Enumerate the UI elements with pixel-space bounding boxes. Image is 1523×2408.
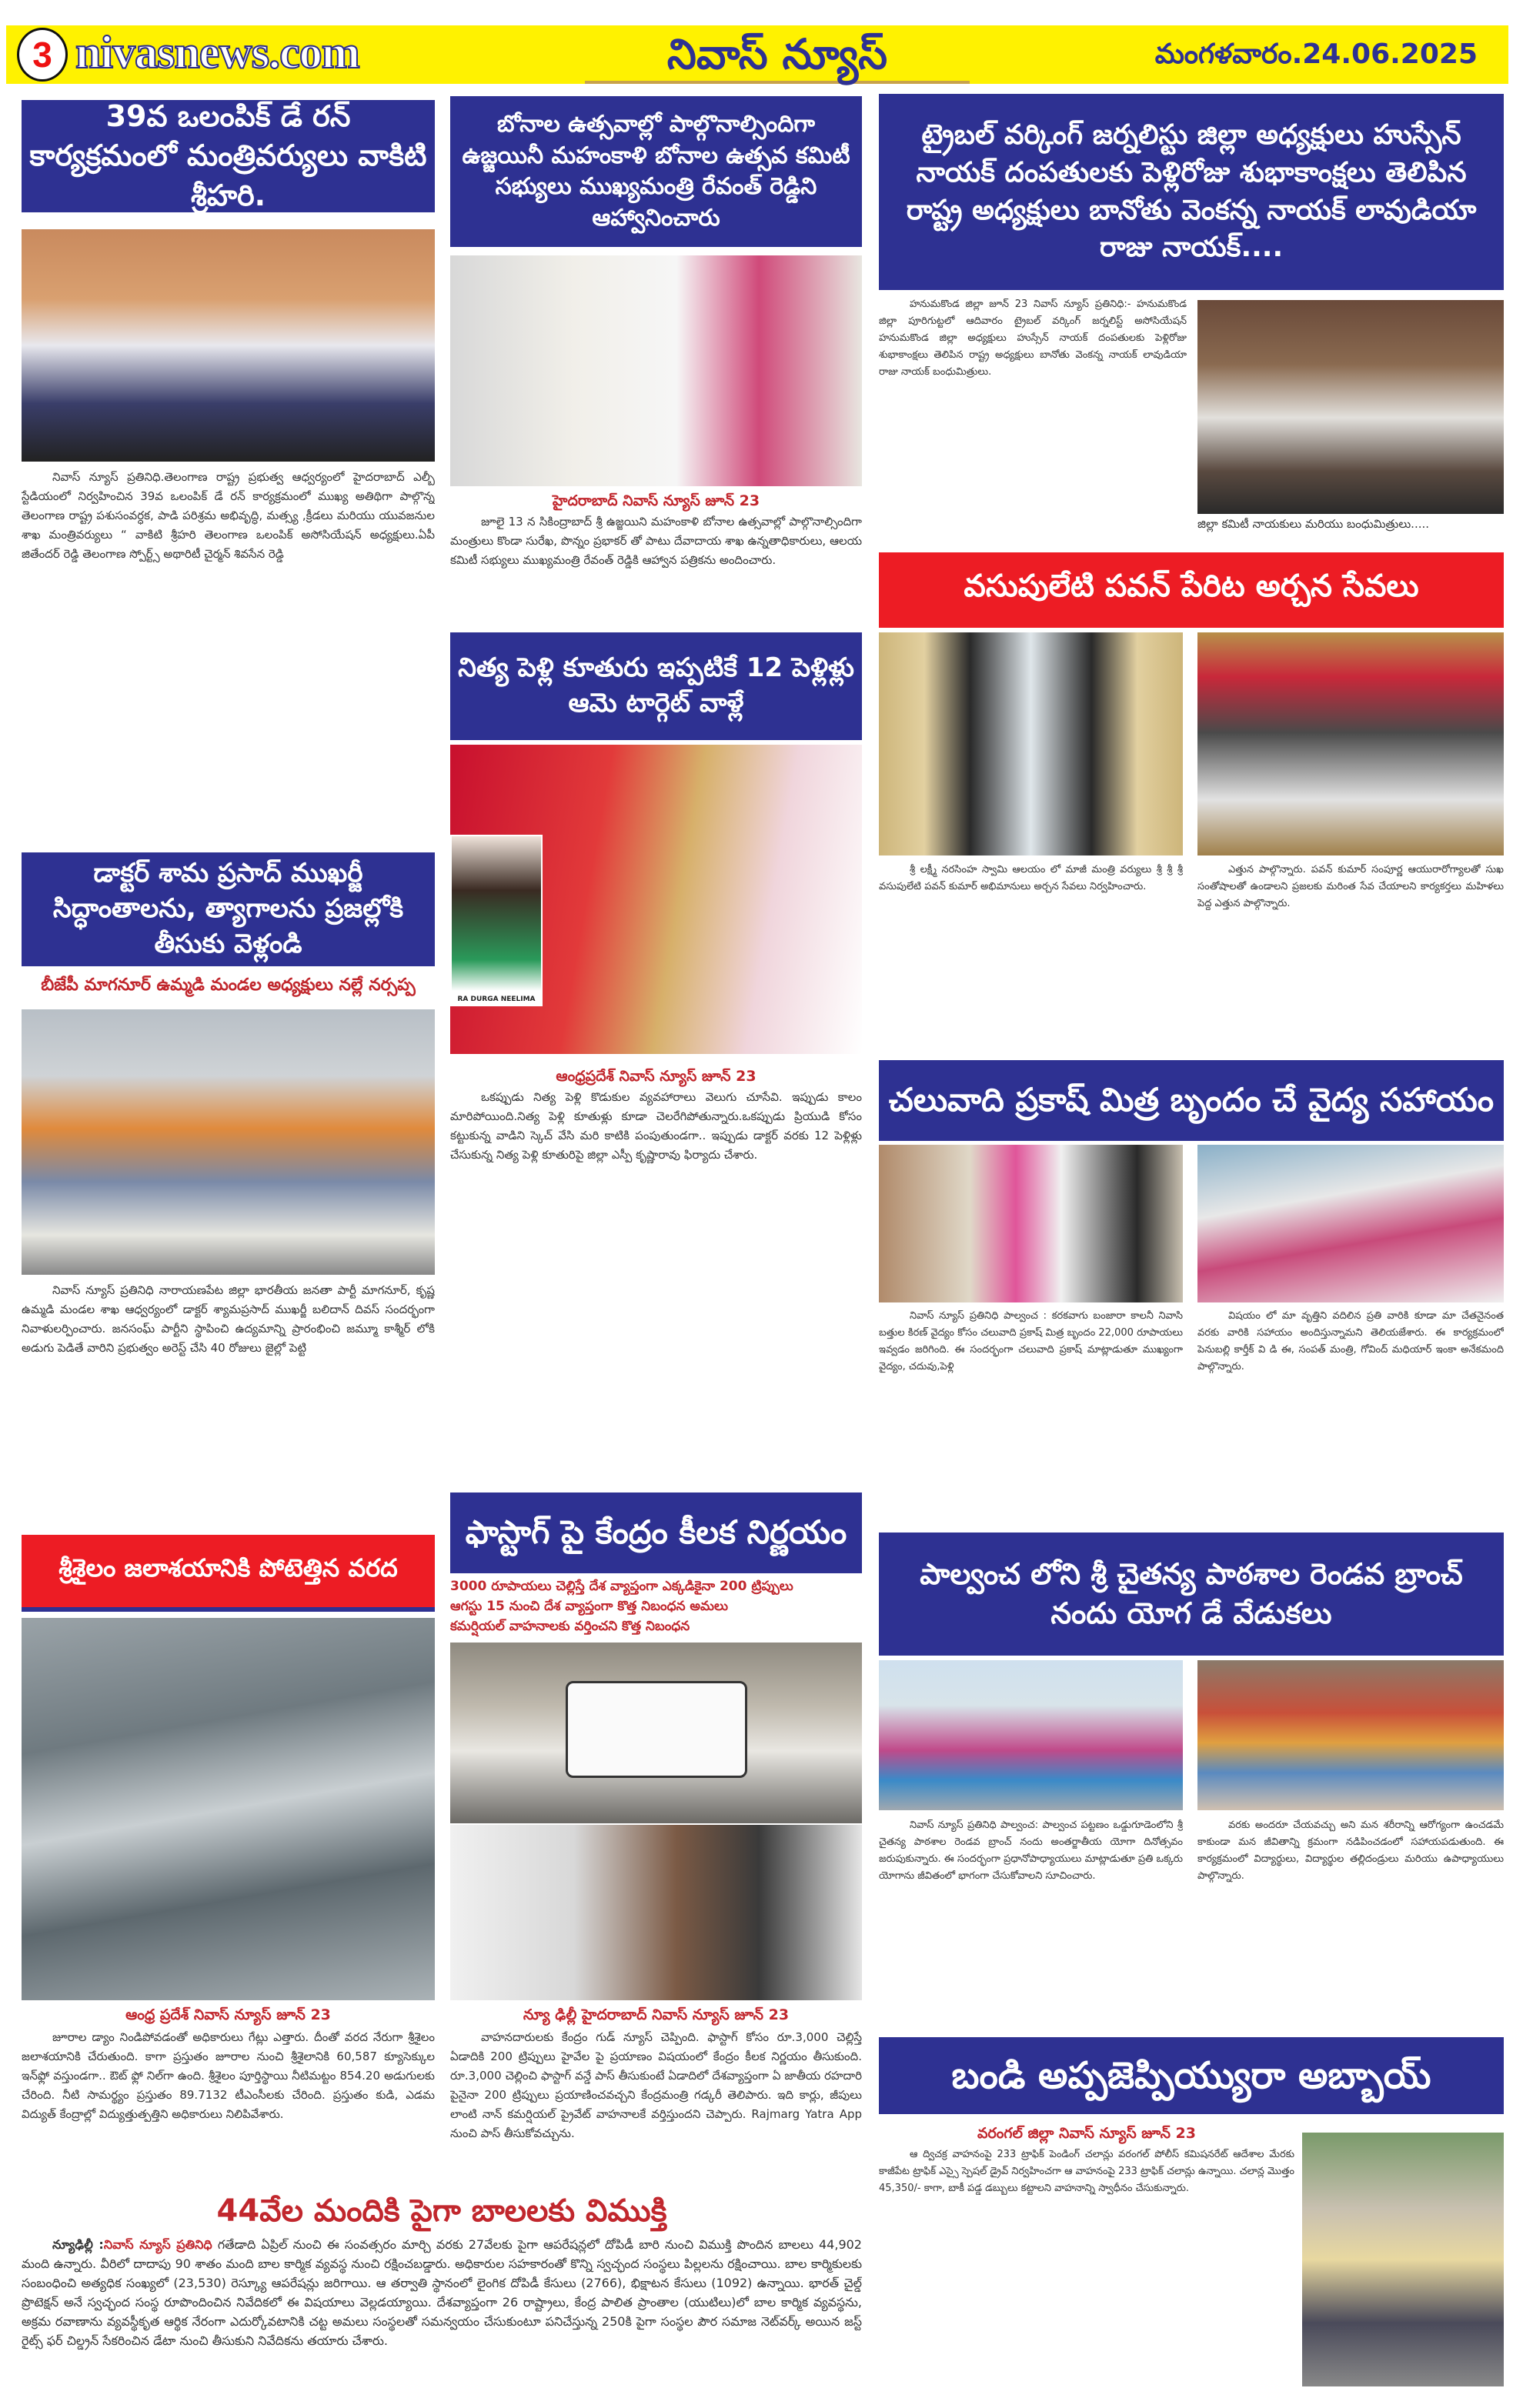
subhead-fastag-1: 3000 రూపాయలు చెల్లిస్తే దేశ వ్యాప్తంగా ఎక్కడికైనా 200 ట్రిప్పులు [450, 1579, 793, 1594]
photo-inset-portrait [450, 835, 543, 992]
photo-patient [1197, 1145, 1504, 1302]
photo-cm-invitation [450, 255, 862, 486]
subhead-fastag-2: ఆగస్టు 15 నుంచి దేశ వ్యాప్తంగా కొత్త నిబంధన అమలు [450, 1599, 728, 1614]
body-chaluvadi-right: విషయం లో మా వృత్తిని వదిలిన ప్రతి వారికి కూడా మా చేతనైనంత వరకు వారికి సహాయం అందిస్తున్నామని తెలియజేశారు. ఈ కార్యక్రమంలో పెనుబల్లి కార్తీక్ వి డి ఈ, సంపత్ మంత్రి, గోవింద్ మధియార్ ఇంకా అనేకమంది పాల్గొన్నారు. [1197, 1310, 1504, 1372]
photo-anniversary [1197, 300, 1504, 514]
headline-tribal: ట్రైబల్ వర్కింగ్ జర్నలిస్టు జిల్లా అధ్యక్షులు హుస్సేన్ నాయక్ దంపతులకు పెళ్లిరోజు శుభాకాంక్షలు తెలిపిన రాష్ట్ర అధ్యక్షులు బానోతు వెంకన్న నాయక్ లావుడియా రాజు నాయక్.... [879, 94, 1504, 290]
caption-tribal: జిల్లా కమిటీ నాయకులు మరియు బంధుమిత్రులు..... [1197, 517, 1430, 531]
body-bonalu: జూలై 13 న సికింద్రాబాద్ శ్రీ ఉజ్జయిని మహంకాళి బోనాల ఉత్సవాల్లో పాల్గొనాల్సిందిగా మంత్రులు కొండా సురేఖ, పొన్నం ప్రభాకర్ తో పాటు దేవాదాయ శాఖ ఉన్నతాధికారులు, ఆలయ కమిటీ సభ్యులు ముఖ్యమంత్రి రేవంత్ రెడ్డికి ఆహ్వాన పత్రికను అందించారు. [450, 515, 862, 567]
headline-fastag: ఫాస్టాగ్ పై కేంద్రం కీలక నిర్ణయం [450, 1492, 862, 1573]
headline-archana: వసుపులేటి పవన్ పేరిట అర్చన సేవలు [879, 552, 1504, 628]
headline-olympic: 39వ ఒలంపిక్ డే రన్ కార్యక్రమంలో మంత్రివర్యులు వాకిటి శ్రీహరి. [22, 100, 435, 212]
body-olympic: నివాస్ న్యూస్ ప్రతినిధి.తెలంగాణ రాష్ట్ర ప్రభుత్వ ఆధ్వర్యంలో హైదరాబాద్ ఎల్బీ స్టేడియంలో నిర్వహించిన 39వ ఒలంపిక్ డే రన్ కార్యక్రమంలో ముఖ్య అతిథిగా పాల్గొన్న తెలంగాణ రాష్ట్ర పశుసంవర్ధక, పాడి పరిశ్రమ అభివృద్ధి, మత్స్య ,క్రీడలు మరియు యువజనుల శాఖ మంత్రివర్యులు “ వాకిటి శ్రీహరి తెలంగాణ ఒలంపిక్ అసోసియేషన్ అధ్యక్షులు.ఏపీ జితేందర్ రెడ్డి తెలంగాణ స్పోర్ట్స్ అథారిటీ చైర్మన్ శివసేన రెడ్డి [22, 470, 435, 561]
body-srisailam: జూరాల డ్యాం నిండిపోవడంతో అధికారులు గేట్లు ఎత్తారు. దీంతో వరద నేరుగా శ్రీశైలం జలాశయానికి చేరుతుంది. కాగా ప్రస్తుతం జూరాల నుంచి శ్రీశైలానికి 60,587 క్యూసెక్కుల ఇన్‌ఫ్లో వస్తుండగా.. ఔట్ ఫ్లో నిల్‌గా ఉంది. శ్రీశైలం పూర్తిస్థాయి నీటిమట్టం 854.20 అడుగులకు చేరింది. నీటి సామర్థ్యం ప్రస్తుతం 89.7132 టీఎంసీలకు చేరింది. ప్రస్తుతం కుడి, ఎడమ విద్యుత్ కేంద్రాల్లో విద్యుత్తుత్పత్తిని అధికారులు నిలిపివేశారు. [22, 2030, 435, 2121]
dateline-fastag: న్యూ ఢిల్లీ హైదరాబాద్ నివాస్ న్యూస్ జూన్ 23 [523, 2006, 790, 2023]
body-yoga-left: నివాస్ న్యూస్ ప్రతినిధి పాల్వంచ: పాల్వంచ పట్టణం ఒడ్డుగూడెంలోని శ్రీ చైతన్య పాఠశాల రెండవ బ్రాంచ్ నందు అంతర్జాతీయ యోగా దినోత్సవం జరుపుకున్నారు. ఈ సందర్భంగా ప్రధానోపాధ్యాయులు మాట్లాడుతూ ప్రతి ఒక్కరు యోగాను జీవితంలో భాగంగా చేసుకోవాలని సూచించారు. [879, 1819, 1183, 1882]
body-chaluvadi-left: నివాస్ న్యూస్ ప్రతినిధి పాల్వంచ : కరకవాగు బంజారా కాలనీ నివాసి బత్తుల కిరణ్ వైద్యం కోసం చలువాది ప్రకాష్ మిత్ర బృందం 22,000 రూపాయలు ఇవ్వడం జరిగింది. ఈ సందర్భంగా చలువాది ప్రకాష్ మాట్లాడుతూ ముఖ్యంగా వైద్యం, చదువు,పెళ్లి [879, 1310, 1183, 1372]
subhead-fastag-3: కమర్షియల్ వాహనాలకు వర్తించని కొత్త నిబంధన [450, 1619, 690, 1634]
body-bandi: ఆ ద్విచక్ర వాహనంపై 233 ట్రాఫిక్ పెండింగ్ చలాన్లు వరంగల్ పోలీస్ కమిషనరేట్ ఆదేశాల మేరకు కాజీపేట ట్రాఫిక్ ఎస్సై స్పెషల్ డ్రైవ్ నిర్వహించగా ఆ వాహనంపై 233 ట్రాఫిక్ చలాన్లు ఉన్నాయి. చలాన్ల మొత్తం 45,350/- కాగా, బాకీ పడ్డ డబ్బులు కట్టాలని వాహనాన్ని స్వాధీనం చేసుకున్నారు. [879, 2149, 1294, 2194]
headline-mukherjee: డాక్టర్ శామ ప్రసాద్ ముఖర్జీ సిద్ధాంతాలను, త్యాగాలను ప్రజల్లోకి తీసుకు వెళ్లండి [22, 852, 435, 966]
headline-bonalu: బోనాల ఉత్సవాల్లో పాల్గొనాల్సిందిగా ఉజ్జయినీ మహంకాళి బోనాల ఉత్సవ కమిటీ సభ్యులు ముఖ్యమంత్రి రేవంత్ రెడ్డిని ఆహ్వానించారు [450, 96, 862, 247]
fastag-card-icon [566, 1681, 747, 1778]
photo-minister-speaking [450, 1825, 862, 2000]
photo-temple-devotees [1197, 632, 1504, 855]
body-mukherjee: నివాస్ న్యూస్ ప్రతినిధి నారాయణపేట జిల్లా భారతీయ జనతా పార్టీ మాగనూర్, కృష్ణ ఉమ్మడి మండల శాఖ ఆధ్వర్యంలో డాక్టర్ శ్యామప్రసాద్ ముఖర్జీ బలిదాన్ దివస్ సందర్భంగా నివాళులర్పించారు. జనసంఘ్ పార్టీని స్థాపించి ఉద్యమాన్ని ప్రారంభించి జమ్మూ కాశ్మీర్ లోకి అడుగు పెడితే వారిని ప్రభుత్వం అరెస్ట్ చేసి 40 రోజులు జైల్లో పెట్టి [22, 1283, 435, 1355]
photo-dam-flood [22, 1618, 435, 2000]
dateline-bonalu: హైదరాబాద్ నివాస్ న్యూస్ జూన్ 23 [552, 492, 760, 509]
newspaper-logo: నివాస్ న్యూస్ [585, 25, 970, 84]
page-number: 3 [17, 28, 68, 82]
headline-srisailam: శ్రీశైలం జలాశయానికి పోటెత్తిన వరద [22, 1535, 435, 1612]
photo-yoga-banner [879, 1660, 1183, 1810]
photo-temple-sanctum [879, 632, 1183, 855]
headline-children: 44వేల మందికి పైగా బాలలకు విముక్తి [216, 2193, 667, 2229]
headline-chaluvadi: చలువాది ప్రకాష్ మిత్ర బృందం చే వైద్య సహాయం [879, 1060, 1504, 1141]
headline-bandi: బండి అప్పజెప్పియ్యురా అబ్బాయ్ [879, 2037, 1504, 2114]
dateline-children-place: న్యూఢిల్లీ : [52, 2237, 104, 2252]
body-tribal: హనుమకొండ జిల్లా జూన్ 23 నివాస్ న్యూస్ ప్రతినిధి:- హనుమకొండ జిల్లా పూరిగుట్టలో ఆదివారం ట్రైబల్ వర్కింగ్ జర్నలిస్ట్ అసోసియేషన్ హనుమకొండ జిల్లా అధ్యక్షులు హుస్సేన్ నాయక్ దంపతులకు పెళ్లిరోజు శుభాకాంక్షలు తెలిపిన రాష్ట్ర అధ్యక్షులు బానోతు వెంకన్న నాయక్ లావుడియా రాజు నాయక్ బంధుమిత్రులు. [879, 298, 1187, 378]
body-archana-right: ఎత్తున పాల్గొన్నారు. పవన్ కుమార్ సంపూర్ణ ఆయురారోగ్యాలతో సుఖ సంతోషాలతో ఉండాలని ప్రజలకు మరింత సేవ చేయాలని కార్యకర్తలు మహిళలు పెద్ద ఎత్తున పాల్గొన్నారు. [1197, 864, 1504, 909]
body-yoga-right: వరకు అందరూ చేయవచ్చు అని మన శరీరాన్ని ఆరోగ్యంగా ఉంచడమే కాకుండా మన జీవితాన్ని క్రమంగా నడిపించడంలో సహాయపడుతుంది. ఈ కార్యక్రమంలో విద్యార్థులు, విద్యార్థుల తల్లిదండ్రులు మరియు ఉపాధ్యాయులు పాల్గొన్నారు. [1197, 1819, 1504, 1882]
photo-traffic-police [1302, 2133, 1504, 2386]
subhead-mukherjee: బీజేపీ మాగనూర్ ఉమ్మడి మండల అధ్యక్షులు నల్లే నర్సప్ప [41, 976, 416, 995]
issue-date: మంగళవారం.24.06.2025 [1154, 38, 1478, 70]
website-name[interactable]: nivasnews.com [75, 27, 359, 78]
dateline-srisailam: ఆంధ్ర ప్రదేశ్ నివాస్ న్యూస్ జూన్ 23 [125, 2006, 331, 2023]
photo-donation [879, 1145, 1183, 1302]
headline-yoga: పాల్వంచ లోని శ్రీ చైతన్య పాఠశాల రెండవ బ్రాంచ్ నందు యోగ డే వేడుకలు [879, 1533, 1504, 1656]
dateline-children-source: నివాస్ న్యూస్ ప్రతినిధి [103, 2237, 212, 2252]
body-archana-left: శ్రీ లక్ష్మీ నరసింహ స్వామి ఆలయం లో మాజీ మంత్రి వర్యులు శ్రీ శ్రీ శ్రీ వసుపులేటి పవన్ కుమార్ అభిమానులు అర్చన సేవలు నిర్వహించారు. [879, 864, 1183, 892]
photo-bjp-workers [22, 1009, 435, 1275]
dateline-bandi: వరంగల్ జిల్లా నివాస్ న్యూస్ జూన్ 23 [977, 2125, 1196, 2142]
dateline-nitya: ఆంధ్రప్రదేశ్ నివాస్ న్యూస్ జూన్ 23 [556, 1068, 756, 1085]
body-fastag: వాహనదారులకు కేంద్రం గుడ్ న్యూస్ చెప్పింది. ఫాస్టాగ్ కోసం రూ.3,000 చెల్లిస్తే ఏడాదికి 200 ట్రిప్పులు హైవేల పై ప్రయాణం విషయంలో కేంద్రం కీలక నిర్ణయం తీసుకుంది. రూ.3,000 చెల్లించి ఫాస్టాగ్ వన్డే పాస్ తీసుకుంటే ఏడాదిలో దేశవ్యాప్తంగా ఏ జాతీయ రహదారి పైనైనా 200 ట్రిప్పులు ప్రయాణించవచ్చని కేంద్రమంత్రి గడ్కరీ తెలిపారు. ఇది కార్లు, జీపులు లాంటి నాన్ కమర్షియల్ ప్రైవేట్ వాహనాలకే వర్తిస్తుందని చెప్పారు. Rajmarg Yatra App నుంచి పాస్ తీసుకోవచ్చును. [450, 2030, 862, 2140]
photo-fastag-sticker [450, 1643, 862, 1823]
body-children [22, 2235, 862, 2389]
body-children-text: గతేడాది ఏప్రిల్ నుంచి ఈ సంవత్సరం మార్చి వరకు 27వేలకు పైగా ఆపరేషన్లలో దోపిడీ బారి నుంచి విముక్తి పొందిన బాలలు 44,902 మంది ఉన్నారు. వీరిలో దాదాపు 90 శాతం మంది బాల కార్మిక వ్యవస్థ నుంచి రక్షించబడ్డారు. అధికారుల సహకారంతో కొన్ని స్వచ్ఛంద సంస్థలు పిల్లలను రక్షించాయి. బాల కార్మికులకు సంబంధించి అత్యధిక సంఖ్యలో (23,530) రెస్క్యూ ఆపరేషన్లు జరిగాయి. ఆ తర్వాతి స్థానంలో లైంగిక దోపిడీ కేసులు (2766), భిక్షాటన కేసులు (1092) ఉన్నాయి. భారత్ చైల్డ్ ప్రొటెక్షన్ అనే స్వచ్ఛంద సంస్థ రూపొందించిన నివేదికలో ఈ విషయాలు వెల్లడయ్యాయి. దేశవ్యాప్తంగా 26 రాష్ట్రాలు, కేంద్ర పాలిత ప్రాంతాల (యుటిలు)లో బాల కార్మిక వ్యవస్థను, అక్రమ రవాణాను వ్యవస్థీకృత ఆర్థిక నేరంగా ఎదుర్కోవటానికి చట్ట అమలు సంస్థలతో సమన్వయం చేసుకుంటూ పనిచేస్తున్న 250కి పైగా సంస్థల పౌర సమాజ నెట్‌వర్క్ అయిన జస్ట్ రైట్స్ ఫర్ చిల్డ్రన్ సేకరించిన డేటా నుంచి తీసుకుని నివేదికను తయారు చేశారు. [22, 2237, 862, 2348]
headline-nitya: నిత్య పెళ్లి కూతురు ఇప్పటికే 12 పెళ్లిళ్లు ఆమె టార్గెట్ వాళ్లే [450, 632, 862, 740]
photo-children-yoga [1197, 1660, 1504, 1810]
body-nitya: ఒకప్పుడు నిత్య పెళ్లి కొడుకుల వ్యవహారాలు వెలుగు చూసేవి. ఇప్పుడు కాలం మారిపోయింది.నిత్య పెళ్లి కూతుళ్లు కూడా చెలరేగిపోతున్నారు.ఒకప్పుడు ప్రియుడి కోసం కట్టుకున్న వాడిని స్కెచ్ వేసి మరి కాటికి పంపుతుండగా.. ఇప్పుడు డాక్టర్ వరకు 12 పెళ్లిళ్లు చేసుకున్న నిత్య పెళ్లి కూతురిపై జిల్లా ఎస్పీ కృష్ణారావు ఫిర్యాదు చేశారు. [450, 1090, 862, 1162]
inset-name-label: RA DURGA NEELIMA [450, 992, 543, 1006]
photo-olympic [22, 229, 435, 462]
